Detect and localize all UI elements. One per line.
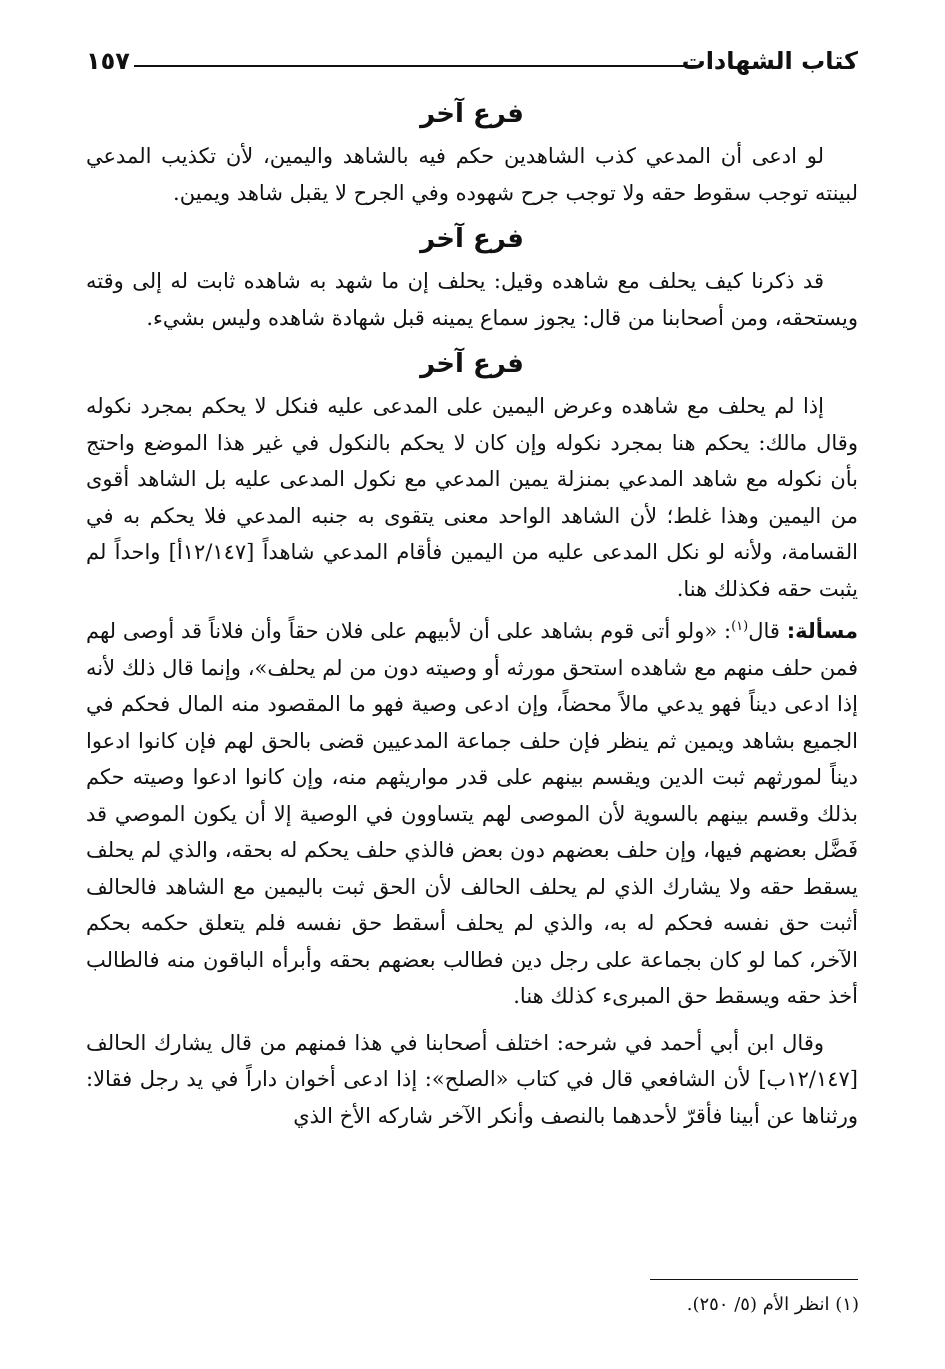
page-number: ١٥٧ [86, 47, 130, 75]
masala-qal: قال [748, 619, 780, 643]
header-rule [134, 65, 702, 67]
footnote-reference: (١) [731, 619, 749, 634]
running-title: كتاب الشهادات [681, 47, 858, 75]
section-paragraph: قد ذكرنا كيف يحلف مع شاهده وقيل: يحلف إن ما شهد به شاهده ثابت له إلى وقته ويستحقه، ومن أصحابنا من قال: يجوز سماع يمينه قبل شهادة شاهده وليس بشيء. [86, 269, 858, 330]
section-paragraph: إذا لم يحلف مع شاهده وعرض اليمين على المدعى عليه فنكل لا يحكم بمجرد نكوله وقال مالك: يحكم هنا بمجرد نكوله وإن كان لا يحكم بالنكول في غير هذا الموضع واحتج بأن نكوله مع شاهد المدعي بمنزلة يمين المدعي مع نكول المدعى عليه بل الشاهد أقوى من اليمين وهذا غلط؛ لأن الشاهد الواحد معنى يتقوى به جنبه المدعي فلا يحكم به في القسامة، ولأنه لو نكل المدعى عليه من اليمين فأقام المدعي شاهداً [١٢/١٤٧أ] واحداً لم يثبت حقه فكذلك هنا. [86, 394, 858, 601]
masala-label: مسألة: [786, 619, 858, 643]
section-paragraph: لو ادعى أن المدعي كذب الشاهدين حكم فيه بالشاهد واليمين، لأن تكذيب المدعي لبينته توجب سقوط حقه ولا توجب جرح شهوده وفي الجرح لا يقبل شاهد ويمين. [86, 144, 858, 205]
footnote-rule [650, 1279, 858, 1280]
masala-paragraph [86, 613, 858, 1015]
page-header [86, 44, 858, 84]
section-heading: فرع آخر [420, 224, 524, 254]
masala-text: : «ولو أتى قوم بشاهد على أن لأبيهم على فلان حقاً وأن فلاناً قد أوصى لهم فمن حلف منهم مع شاهده استحق مورثه أو وصيته دون من لم يحلف»، وإنما قال ذلك لأنه إذا ادعى ديناً فهو يدعي مالاً محضاً، وإن ادعى وصية فهو ما المقصود منه المال فحكم في الجميع بشاهد ويمين ثم ينظر فإن حلف جماعة المدعيين قضى بالحق لهم فإن كانوا ادعوا ديناً لمورثهم ثبت الدين ويقسم بينهم على قدر مواريثهم منه، وإن كانوا ادعوا وصيته حكم بذلك وقسم بينهم بالسوية لأن الموصى لهم يتساوون في الوصية إلا أن يكون الموصي قد فَضَّل بعضهم فيها، وإن حلف بعضهم دون بعض فالذي حلف يحكم له بحقه، والذي لم يحلف يسقط حقه ولا يشارك الذي لم يحلف الحالف لأن الحق ثبت باليمين مع الشاهد فالحالف أثبت حق نفسه فحكم له به، والذي لم يحلف أسقط حق نفسه فلم يتعلق حكمه بحكم الآخر، كما لو كان بجماعة على رجل دين فطالب بعضهم بحقه وأبرأه الباقون منه فالطالب أخذ حقه ويسقط حق المبرىء كذلك هنا. [86, 619, 858, 1008]
final-paragraph: وقال ابن أبي أحمد في شرحه: اختلف أصحابنا في هذا فمنهم من قال يشارك الحالف [١٢/١٤٧ب] لأن الشافعي قال في كتاب «الصلح»: إذا ادعى أخوان داراً في يد رجل فقالا: ورثناها عن أبينا فأقرّ لأحدهما بالنصف وأنكر الآخر شاركه الأخ الذي [86, 1030, 858, 1128]
section-heading: فرع آخر [420, 99, 524, 129]
footnote: (١) انظر الأم (٥/ ٢٥٠). [686, 1294, 859, 1315]
page-body [86, 94, 858, 1134]
section-heading: فرع آخر [420, 349, 524, 379]
